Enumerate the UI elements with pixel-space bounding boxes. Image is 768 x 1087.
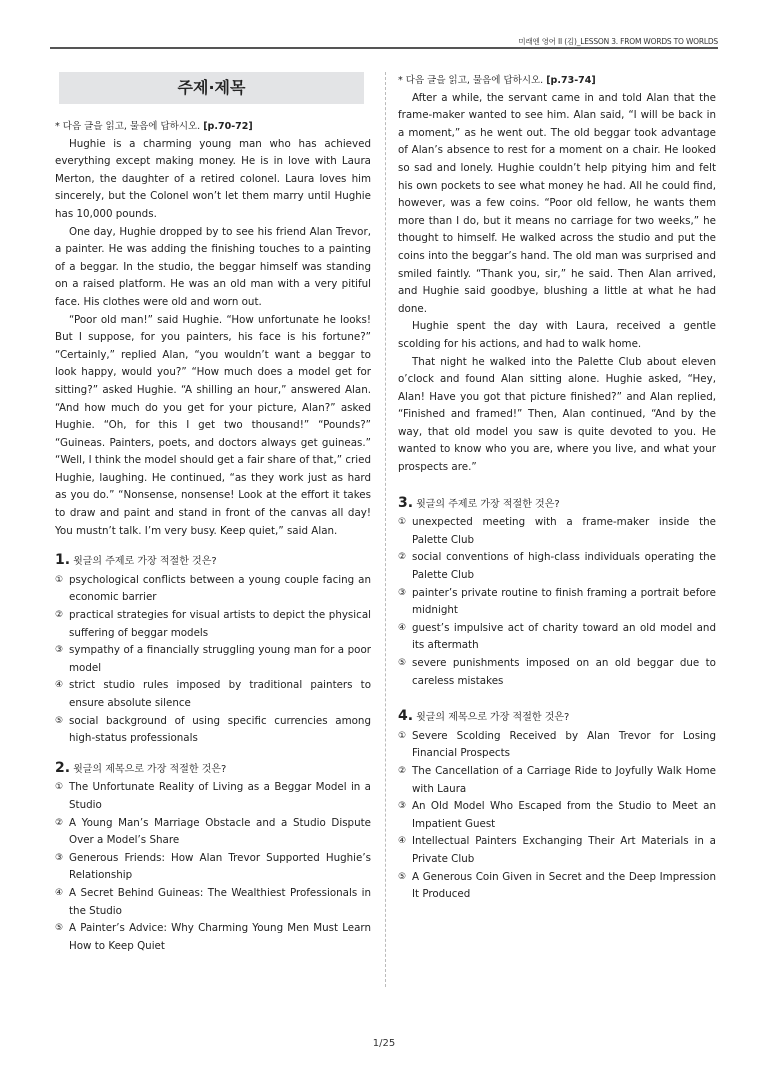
answer-option[interactable] [55, 815, 371, 850]
answer-option[interactable] [55, 642, 371, 677]
option-marker: ④ [55, 887, 64, 898]
question-1 [55, 552, 371, 748]
question-prompt: 윗글의 제목으로 가장 적절한 것은? [73, 763, 227, 775]
option-text: Severe Scolding Received by Alan Trevor for Losing Financial Prospects [412, 729, 716, 760]
option-text: The Cancellation of a Carriage Ride to Joyfully Walk Home with Laura [412, 764, 716, 795]
passage-paragraph: After a while, the servant came in and told Alan that the frame-maker wanted to see him. Alan said, “I will be back in a moment,” as he went out. The old beggar took advantage of Alan’s absence to rest for a moment on a chair. He looked so sad and lonely. Hughie couldn’t help pitying him and felt his own pockets to see what money he had. All he could find, however, was a few coins. “Poor old fellow, he wants them more than I do, but it means no carriage for two weeks,” he thought to himself. He walked across the studio and put the coins into the beggar’s hand. The old man was surprised and smiled faintly. “Thank you, sir,” he said. Then Alan arrived, and Hughie said goodbye, blushing a little at what he had done. [398, 91, 716, 315]
question-prompt: 윗글의 제목으로 가장 적절한 것은? [416, 712, 570, 724]
answer-option[interactable] [398, 798, 716, 833]
option-marker: ⑤ [398, 658, 407, 668]
option-marker: ② [398, 552, 407, 563]
option-marker: ① [398, 517, 407, 528]
document-header: 미래엔 영어 II (김)_LESSON 3. FROM WORDS TO WORLDS [518, 37, 718, 46]
instruction-text: * 다음 글을 읽고, 물음에 답하시오. [398, 75, 547, 86]
question-header [398, 708, 716, 727]
option-text: severe punishments imposed on an old beggar due to careless mistakes [412, 657, 716, 687]
answer-option[interactable] [55, 779, 371, 814]
question-number: 2. [55, 759, 71, 776]
passage-paragraph: Hughie spent the day with Laura, received a gentle scolding for his actions, and had to walk home. [398, 320, 716, 350]
answer-option[interactable] [398, 728, 716, 763]
option-marker: ② [398, 765, 407, 776]
option-text: strict studio rules imposed by traditional painters to ensure absolute silence [69, 679, 371, 709]
column-divider [385, 72, 386, 987]
answer-option[interactable] [55, 850, 371, 885]
option-marker: ⑤ [55, 923, 64, 934]
answer-option[interactable] [398, 549, 716, 584]
option-text: A Secret Behind Guineas: The Wealthiest Professionals in the Studio [69, 886, 371, 917]
option-marker: ② [55, 817, 64, 828]
option-marker: ④ [398, 622, 407, 633]
answer-option[interactable] [55, 677, 371, 712]
answer-option[interactable] [398, 833, 716, 868]
option-marker: ① [55, 574, 64, 585]
page-number: 1/25 [372, 1038, 396, 1049]
option-marker: ④ [55, 680, 64, 691]
option-text: Intellectual Painters Exchanging Their Art Materials in a Private Club [412, 835, 716, 865]
passage-paragraph: “Poor old man!” said Hughie. “How unfortunate he looks! But I suppose, for you painters, his face is his fortune?” “Certainly,” replied Alan, “you wouldn’t want a beggar to look happy, would you?” “How much does a model get for sitting?” asked Hughie. “A shilling an hour,” answered Alan. “And how much do you get for your picture, Alan?” asked Hughie. “Oh, for this I get two thousand!” “Pounds?” “Guineas. Painters, poets, and doctors always get guineas.” “Well, I think the model should get a fair share of that,” cried Hughie, laughing. He continued, “as they work just as hard as you do.” “Nonsense, nonsense! Look at the effort it takes to draw and paint and stand in front of the canvas all day! You mustn’t talk. I’m very busy. Keep quiet,” said Alan. [55, 313, 371, 537]
option-text: psychological conflicts between a young couple facing an economic barrier [69, 573, 371, 604]
option-text: social conventions of high-class individuals operating the Palette Club [412, 551, 716, 582]
option-marker: ③ [398, 801, 407, 812]
right-column [398, 72, 716, 904]
option-text: A Young Man’s Marriage Obstacle and a Studio Dispute Over a Model’s Share [69, 816, 371, 847]
option-text: A Generous Coin Given in Secret and the Deep Impression It Produced [412, 870, 716, 901]
passage-instruction [55, 118, 371, 136]
option-text: Generous Friends: How Alan Trevor Supported Hughie’s Relationship [69, 851, 371, 882]
option-text: The Unfortunate Reality of Living as a Beggar Model in a Studio [69, 781, 371, 811]
question-4 [398, 708, 716, 904]
answer-option[interactable] [55, 607, 371, 642]
option-marker: ③ [398, 587, 407, 598]
option-text: guest’s impulsive act of charity toward an old model and its aftermath [412, 621, 716, 652]
answer-option[interactable] [55, 920, 371, 955]
option-text: painter’s private routine to finish framing a portrait before midnight [412, 586, 716, 617]
passage-paragraph: That night he walked into the Palette Club about eleven o’clock and found Alan sitting alone. Hughie asked, “Hey, Alan! Have you got that picture finished?” and Alan replied, “Finished and framed!” Then, Alan continued, “And by the way, that old model you saw is quite devoted to you. He wanted to know who you are, where you live, and what your prospects are.” [398, 355, 716, 474]
passage-paragraph: Hughie is a charming young man who has achieved everything except making money. He is in love with Laura Merton, the daughter of a retired colonel. Laura loves him sincerely, but the Colonel won’t let them marry until Hughie has 10,000 pounds. [55, 137, 371, 220]
option-marker: ⑤ [398, 871, 407, 882]
answer-option[interactable] [398, 620, 716, 655]
option-marker: ⑤ [55, 715, 64, 726]
page-reference: [p.70-72] [203, 121, 253, 132]
option-marker: ③ [55, 852, 64, 863]
option-text: practical strategies for visual artists to depict the physical suffering of beggar models [69, 609, 371, 639]
question-number: 1. [55, 552, 71, 569]
passage-paragraph: One day, Hughie dropped by to see his friend Alan Trevor, a painter. He was adding the finishing touches to a painting of a beggar. In the studio, the beggar himself was standing on a raised platform. He was an old man with a very pitiful face. His clothes were old and worn out. [55, 225, 371, 308]
page-reference: [p.73-74] [546, 75, 596, 86]
option-marker: ① [398, 730, 407, 741]
left-column [55, 72, 371, 955]
answer-option[interactable] [55, 885, 371, 920]
option-text: social background of using specific currencies among high-status professionals [69, 714, 371, 745]
question-prompt: 윗글의 주제로 가장 적절한 것은? [416, 498, 560, 510]
answer-option[interactable] [398, 869, 716, 904]
instruction-text: * 다음 글을 읽고, 물음에 답하시오. [55, 121, 204, 132]
question-header [398, 495, 716, 514]
question-number: 3. [398, 494, 414, 511]
option-text: sympathy of a financially struggling young man for a poor model [69, 644, 371, 674]
option-text: An Old Model Who Escaped from the Studio to Meet an Impatient Guest [412, 800, 716, 830]
answer-option[interactable] [55, 713, 371, 748]
answer-option[interactable] [398, 655, 716, 690]
option-marker: ③ [55, 645, 64, 656]
header-rule [50, 47, 718, 49]
passage-instruction [398, 72, 716, 90]
option-text: A Painter’s Advice: Why Charming Young Men Must Learn How to Keep Quiet [69, 922, 371, 952]
question-3 [398, 495, 716, 691]
question-number: 4. [398, 708, 414, 725]
option-marker: ④ [398, 836, 407, 847]
question-2 [55, 760, 371, 956]
question-header [55, 760, 371, 779]
answer-option[interactable] [55, 572, 371, 607]
section-title: 주제·제목 [59, 72, 364, 104]
question-prompt: 윗글의 주제로 가장 적절한 것은? [73, 556, 217, 568]
answer-option[interactable] [398, 763, 716, 798]
option-marker: ② [55, 610, 64, 621]
option-text: unexpected meeting with a frame-maker inside the Palette Club [412, 516, 716, 546]
answer-option[interactable] [398, 514, 716, 549]
answer-option[interactable] [398, 585, 716, 620]
question-header [55, 552, 371, 571]
option-marker: ① [55, 782, 64, 793]
